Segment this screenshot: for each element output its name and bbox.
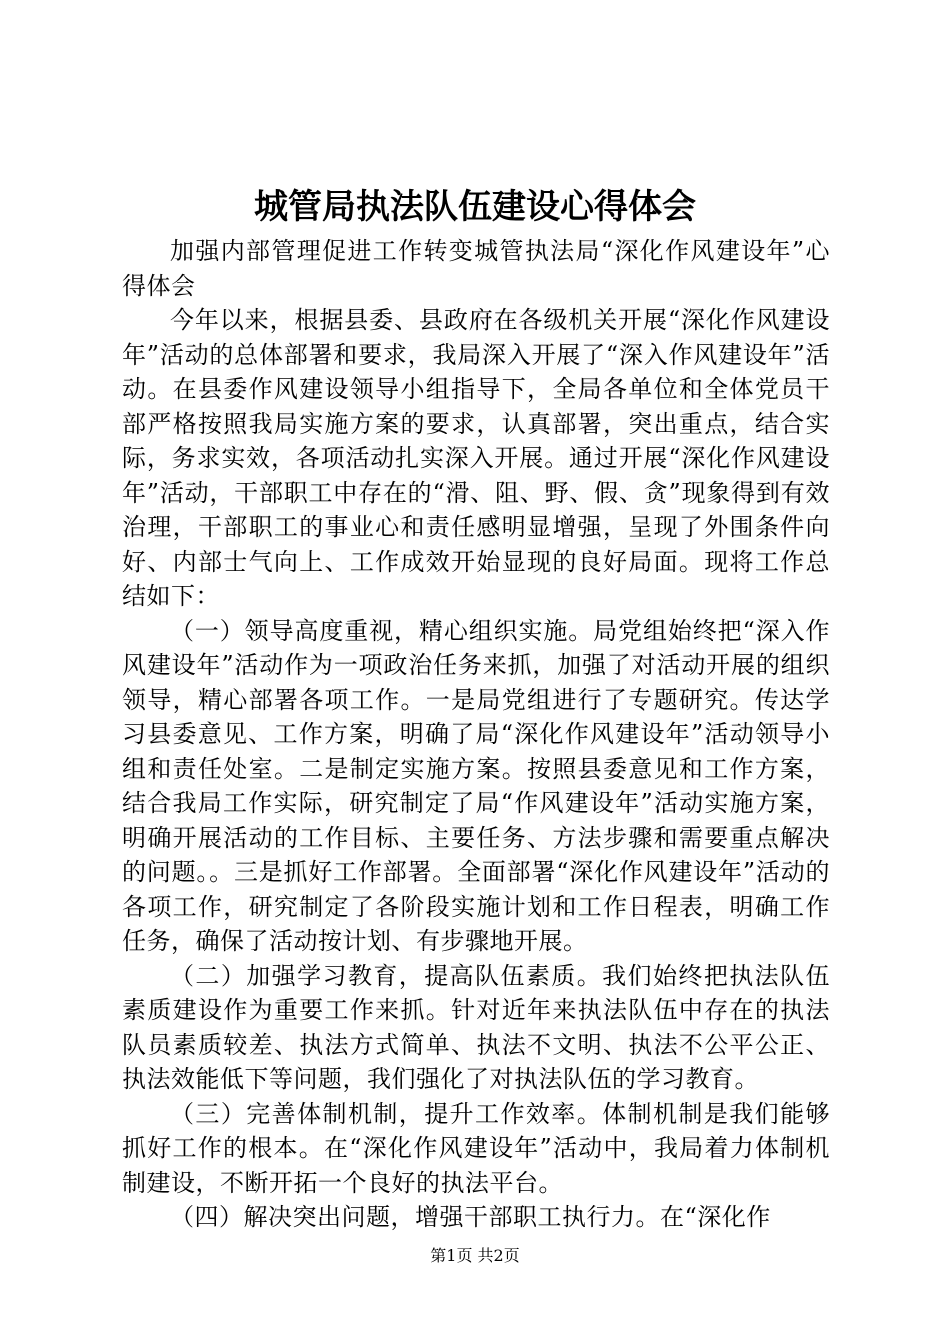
paragraph-section-3: （三）完善体制机制，提升工作效率。体制机制是我们能够抓好工作的根本。在“深化作风建设年”活动中，我局着力体制机制建设，不断开拓一个良好的执法平台。: [122, 1099, 830, 1197]
page-number-footer: 第1页 共2页: [430, 1246, 520, 1265]
paragraph-section-4: （四）解决突出问题，增强干部职工执行力。在“深化作: [170, 1203, 771, 1231]
paragraph-intro: 今年以来，根据县委、县政府在各级机关开展“深化作风建设年”活动的总体部署和要求，我局深入开展了“深入作风建设年”活动。在县委作风建设领导小组指导下，全局各单位和全体党员干部严格按照我局实施方案的要求，认真部署，突出重点，结合实际，务求实效，各项活动扎实深入开展。通过开展“深化作风建设年”活动，干部职工中存在的“滑、阻、野、假、贪”现象得到有效治理，干部职工的事业心和责任感明显增强，呈现了外围条件向好、内部士气向上、工作成效开始显现的良好局面。现将工作总结如下：: [122, 306, 830, 610]
paragraph-section-1: （一）领导高度重视，精心组织实施。局党组始终把“深入作风建设年”活动作为一项政治任务来抓，加强了对活动开展的组织领导，精心部署各项工作。一是局党组进行了专题研究。传达学习县委意见、工作方案，明确了局“深化作风建设年”活动领导小组和责任处室。二是制定实施方案。按照县委意见和工作方案，结合我局工作实际，研究制定了局“作风建设年”活动实施方案，明确开展活动的工作目标、主要任务、方法步骤和需要重点解决的问题。。三是抓好工作部署。全面部署“深化作风建设年”活动的各项工作，研究制定了各阶段实施计划和工作日程表，明确工作任务，确保了活动按计划、有步骤地开展。: [122, 616, 830, 955]
paragraph-subtitle: 加强内部管理促进工作转变城管执法局“深化作风建设年”心得体会: [122, 237, 830, 300]
document-title: 城管局执法队伍建设心得体会: [254, 187, 696, 227]
document-body: [122, 234, 830, 1235]
paragraph-section-2: （二）加强学习教育，提高队伍素质。我们始终把执法队伍素质建设作为重要工作来抓。针对近年来执法队伍中存在的执法队员素质较差、执法方式简单、执法不文明、执法不公平公正、执法效能低下等问题，我们强化了对执法队伍的学习教育。: [122, 961, 830, 1093]
